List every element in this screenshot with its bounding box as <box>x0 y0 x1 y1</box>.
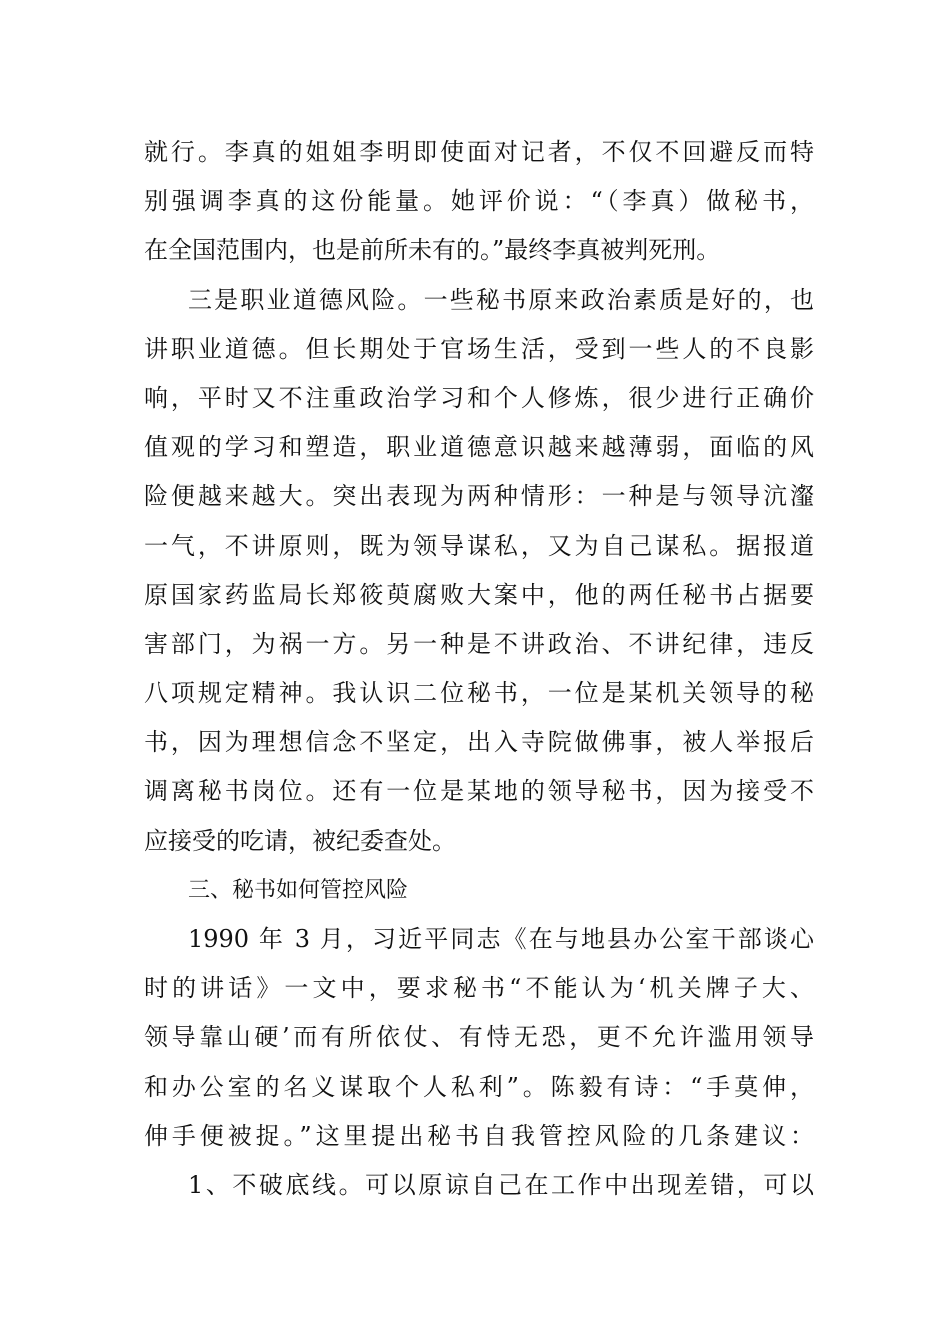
text-line: 值观的学习和塑造，职业道德意识越来越薄弱，面临的风 <box>144 433 814 462</box>
text-line: 领导靠山硬’而有所依仗、有恃无恐，更不允许滥用领导 <box>144 1023 814 1052</box>
text-line: 书，因为理想信念不坚定，出入寺院做佛事，被人举报后 <box>144 728 814 757</box>
text-line: 就行。李真的姐姐李明即使面对记者，不仅不回避反而特 <box>144 138 814 166</box>
text-line: 害部门，为祸一方。另一种是不讲政治、不讲纪律，违反 <box>144 629 814 658</box>
text-line: 1、不破底线。可以原谅自己在工作中出现差错，可以 <box>188 1170 814 1199</box>
text-line: 讲职业道德。但长期处于官场生活，受到一些人的不良影 <box>144 334 814 363</box>
text-line: 险便越来越大。突出表现为两种情形：一种是与领导沆瀣 <box>144 482 814 511</box>
text-line: 三是职业道德风险。一些秘书原来政治素质是好的，也 <box>188 285 814 314</box>
text-line: 应接受的吃请，被纪委查处。 <box>144 826 456 855</box>
section-heading: 三、秘书如何管控风险 <box>188 877 409 903</box>
text-line: 响，平时又不注重政治学习和个人修炼，很少进行正确价 <box>144 383 814 412</box>
text-line: 在全国范围内，也是前所未有的。”最终李真被判死刑。 <box>144 236 721 265</box>
text-line: 八项规定精神。我认识二位秘书，一位是某机关领导的秘 <box>144 679 814 708</box>
text-line: 时的讲话》一文中，要求秘书“不能认为‘机关牌子大、 <box>144 974 814 1003</box>
text-line: 1990 年 3 月，习近平同志《在与地县办公室干部谈心 <box>188 925 814 953</box>
text-line: 原国家药监局长郑筱萸腐败大案中，他的两任秘书占据要 <box>144 580 814 609</box>
text-line: 一气，不讲原则，既为领导谋私，又为自己谋私。据报道 <box>144 531 814 560</box>
body-text <box>144 128 814 1210</box>
text-line: 伸手便被捉。”这里提出秘书自我管控风险的几条建议： <box>144 1121 814 1150</box>
text-line: 调离秘书岗位。还有一位是某地的领导秘书，因为接受不 <box>144 777 814 806</box>
text-line: 和办公室的名义谋取个人私利”。陈毅有诗：“手莫伸， <box>144 1072 814 1101</box>
text-line: 别强调李真的这份能量。她评价说：“（李真）做秘书， <box>144 187 814 216</box>
